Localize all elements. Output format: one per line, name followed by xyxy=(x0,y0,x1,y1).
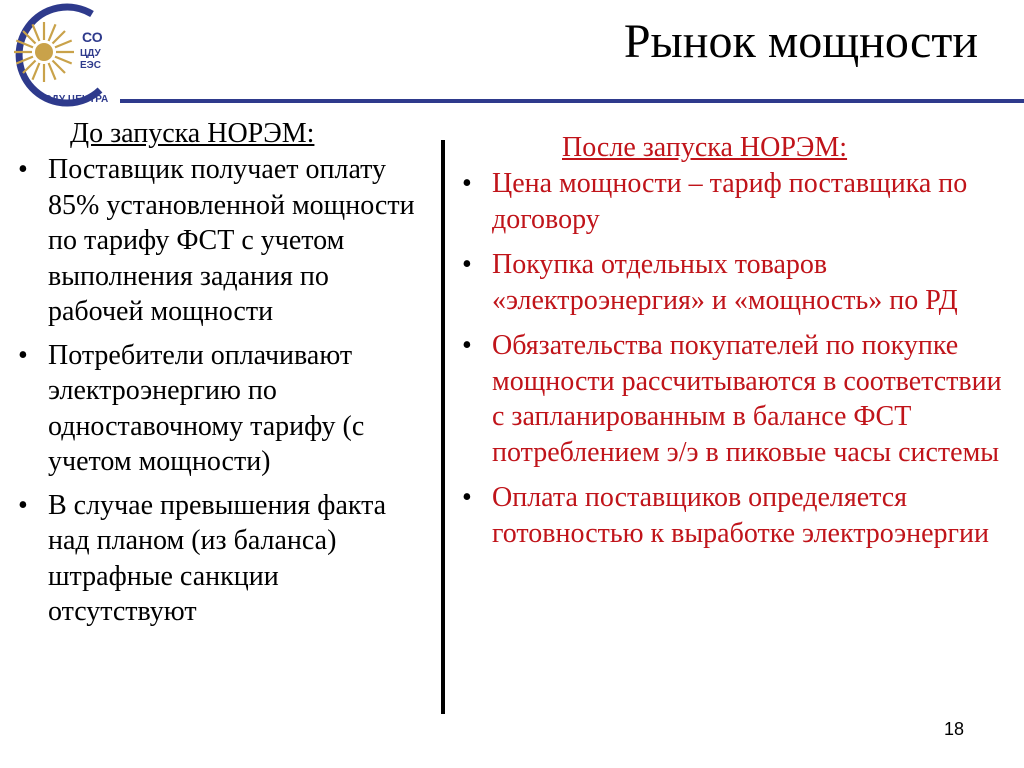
logo-line3: ЕЭС xyxy=(80,60,102,71)
list-item-text: Потребители оплачивают электроэнергию по одноставочному тарифу (с учетом мощности) xyxy=(48,339,365,477)
list-item xyxy=(458,247,1014,318)
page-number: 18 xyxy=(943,719,964,739)
list-item xyxy=(458,166,1014,237)
column-divider xyxy=(441,140,445,714)
bullet-icon: • xyxy=(18,489,28,521)
title-rule xyxy=(120,99,1024,103)
logo-line2: ЦДУ xyxy=(80,48,101,59)
list-item-text: Поставщик получает оплату 85% установленной мощности по тарифу ФСТ с учетом выполнения задания по рабочей мощности xyxy=(48,154,415,327)
left-column xyxy=(14,118,426,638)
left-bullet-list xyxy=(14,152,426,630)
list-item xyxy=(14,152,426,330)
right-column-heading: После запуска НОРЭМ: xyxy=(562,132,848,163)
right-bullet-list xyxy=(458,166,1014,551)
list-item-text: Цена мощности – тариф поставщика по договору xyxy=(492,168,968,235)
list-item-text: Обязательства покупателей по покупке мощности рассчитываются в соответствии с запланированным в балансе ФСТ потреблением э/э в пиковые часы системы xyxy=(492,330,1002,468)
company-logo xyxy=(0,0,130,108)
list-item-text: В случае превышения факта над планом (из баланса) штрафные санкции отсутствуют xyxy=(48,489,387,627)
bullet-icon: • xyxy=(462,482,472,513)
bullet-icon: • xyxy=(18,339,28,371)
bullet-icon: • xyxy=(462,168,472,199)
list-item xyxy=(458,328,1014,470)
logo-sun-icon xyxy=(14,22,74,82)
list-item xyxy=(14,488,426,630)
logo-line1: СО xyxy=(82,29,103,45)
bullet-icon: • xyxy=(462,330,472,361)
list-item-text: Оплата поставщиков определяется готовностью к выработке электроэнергии xyxy=(492,482,989,549)
logo-caption: ОДУ ЦЕНТРА xyxy=(44,94,109,105)
list-item xyxy=(14,338,426,480)
bullet-icon: • xyxy=(462,249,472,280)
left-column-heading: До запуска НОРЭМ: xyxy=(70,118,315,149)
right-column xyxy=(458,132,1014,561)
slide-title: Рынок мощности xyxy=(623,15,978,68)
list-item-text: Покупка отдельных товаров «электроэнергия» и «мощность» по РД xyxy=(492,249,958,316)
bullet-icon: • xyxy=(18,154,28,185)
list-item xyxy=(458,480,1014,551)
